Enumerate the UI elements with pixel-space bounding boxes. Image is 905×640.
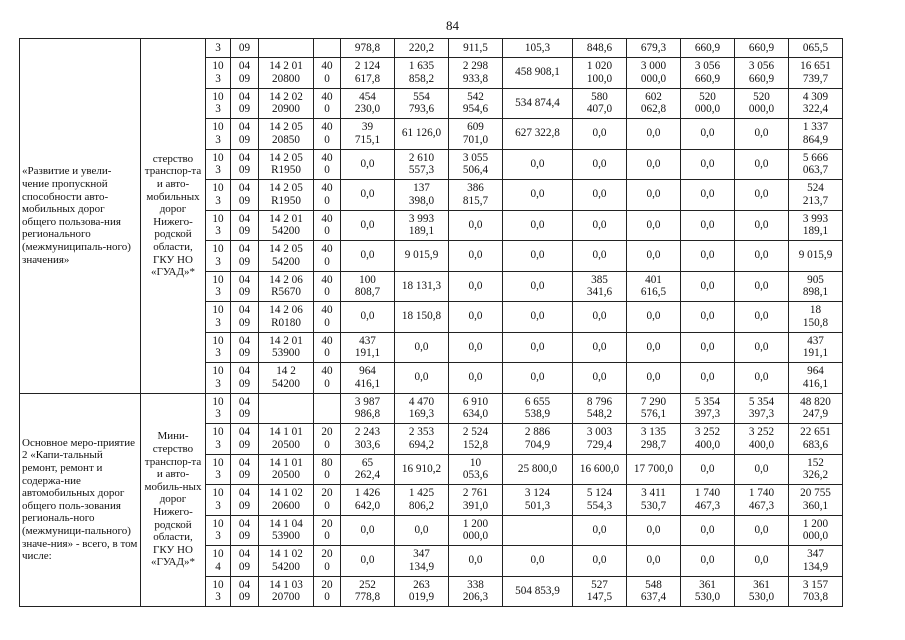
table-cell: 0,0 xyxy=(341,241,395,272)
table-cell xyxy=(259,393,314,424)
table-cell: 14 1 02 54200 xyxy=(259,546,314,577)
table-cell: 39 715,1 xyxy=(341,119,395,150)
table-cell: 0,0 xyxy=(449,271,503,302)
table-cell: 0,0 xyxy=(735,546,789,577)
table-cell: 978,8 xyxy=(341,39,395,58)
table-cell: 527 147,5 xyxy=(573,576,627,607)
table-cell: 0,0 xyxy=(681,302,735,333)
table-cell: 0,0 xyxy=(681,454,735,485)
table-cell: 14 2 05 R1950 xyxy=(259,180,314,211)
table-cell: 0,0 xyxy=(503,180,573,211)
table-cell: 0,0 xyxy=(503,271,573,302)
table-cell: 0,0 xyxy=(735,271,789,302)
table-cell: 65 262,4 xyxy=(341,454,395,485)
table-cell: 6 910 634,0 xyxy=(449,393,503,424)
table-cell: 0,0 xyxy=(681,546,735,577)
table-cell: 520 000,0 xyxy=(735,88,789,119)
table-cell: 0,0 xyxy=(395,515,449,546)
table-cell: 0,0 xyxy=(735,241,789,272)
table-cell: 04 09 xyxy=(231,332,259,363)
table-cell: 0,0 xyxy=(449,332,503,363)
table-cell: 3 993 189,1 xyxy=(395,210,449,241)
table-cell: 3 056 660,9 xyxy=(735,58,789,89)
table-cell: 7 290 576,1 xyxy=(627,393,681,424)
table-cell: 1 740 467,3 xyxy=(681,485,735,516)
table-cell: 542 954,6 xyxy=(449,88,503,119)
table-cell: 04 09 xyxy=(231,546,259,577)
table-cell: 0,0 xyxy=(735,149,789,180)
table-cell: 2 298 933,8 xyxy=(449,58,503,89)
table-cell: 16 600,0 xyxy=(573,454,627,485)
table-cell: 3 xyxy=(206,39,231,58)
table-cell: 10 3 xyxy=(206,88,231,119)
table-cell: 520 000,0 xyxy=(681,88,735,119)
table-cell: 10 3 xyxy=(206,210,231,241)
table-cell: 0,0 xyxy=(681,332,735,363)
table-cell: 385 341,6 xyxy=(573,271,627,302)
table-cell: 0,0 xyxy=(681,363,735,394)
table-cell: 04 09 xyxy=(231,210,259,241)
table-cell: 3 987 986,8 xyxy=(341,393,395,424)
table-cell: 4 309 322,4 xyxy=(789,88,843,119)
table-cell: 04 09 xyxy=(231,576,259,607)
table-cell: 0,0 xyxy=(735,363,789,394)
table-cell: 0,0 xyxy=(503,210,573,241)
table-cell: 10 3 xyxy=(206,180,231,211)
table-cell: 40 0 xyxy=(314,210,341,241)
table-cell: 3 252 400,0 xyxy=(735,424,789,455)
table-cell: 0,0 xyxy=(573,149,627,180)
table-cell: 5 124 554,3 xyxy=(573,485,627,516)
table-cell: 0,0 xyxy=(503,363,573,394)
table-cell: 14 2 05 20850 xyxy=(259,119,314,150)
table-cell: 40 0 xyxy=(314,241,341,272)
table-cell: 0,0 xyxy=(681,515,735,546)
table-cell: 252 778,8 xyxy=(341,576,395,607)
table-cell: 04 09 xyxy=(231,454,259,485)
table-cell: 0,0 xyxy=(449,302,503,333)
table-cell: 504 853,9 xyxy=(503,576,573,607)
table-cell: 04 09 xyxy=(231,119,259,150)
table-cell: 1 635 858,2 xyxy=(395,58,449,89)
table-cell: 0,0 xyxy=(573,515,627,546)
table-cell: 0,0 xyxy=(341,180,395,211)
table-cell: 10 3 xyxy=(206,332,231,363)
table-cell: 14 2 05 54200 xyxy=(259,241,314,272)
table-cell: 04 09 xyxy=(231,149,259,180)
table-cell: 8 796 548,2 xyxy=(573,393,627,424)
table-cell: 10 3 xyxy=(206,454,231,485)
table-cell: 0,0 xyxy=(395,363,449,394)
table-cell: 04 09 xyxy=(231,393,259,424)
table-cell: 347 134,9 xyxy=(789,546,843,577)
table-cell: 3 993 189,1 xyxy=(789,210,843,241)
table-cell: 627 322,8 xyxy=(503,119,573,150)
table-cell: 0,0 xyxy=(735,515,789,546)
table-cell: 548 637,4 xyxy=(627,576,681,607)
table-cell: 04 09 xyxy=(231,88,259,119)
table-cell: 0,0 xyxy=(503,332,573,363)
table-cell: 14 2 02 20900 xyxy=(259,88,314,119)
table-cell: 0,0 xyxy=(449,363,503,394)
table-cell: 0,0 xyxy=(681,241,735,272)
table-cell: 20 0 xyxy=(314,546,341,577)
table-cell: 0,0 xyxy=(735,119,789,150)
table-cell: 0,0 xyxy=(503,546,573,577)
table-cell: 1 337 864,9 xyxy=(789,119,843,150)
row-description: Основное меро-приятие 2 «Капи-тальный ремонт, ремонт и содержа-ние автомобильных дорог общего поль-зования региональ-ного (межмуници-пального) значе-ния» - всего, в том числе: xyxy=(20,393,141,607)
table-cell: 0,0 xyxy=(681,119,735,150)
table-cell: 10 3 xyxy=(206,241,231,272)
table-cell: 20 0 xyxy=(314,485,341,516)
table-cell: 0,0 xyxy=(735,454,789,485)
table-cell: 48 820 247,9 xyxy=(789,393,843,424)
table-cell: 3 252 400,0 xyxy=(681,424,735,455)
table-cell: 20 0 xyxy=(314,515,341,546)
table-cell: 0,0 xyxy=(735,302,789,333)
table-cell: 152 326,2 xyxy=(789,454,843,485)
table-cell: 0,0 xyxy=(573,363,627,394)
table-cell: 18 150,8 xyxy=(789,302,843,333)
table-cell: 10 3 xyxy=(206,485,231,516)
table-cell: 14 2 06 R5670 xyxy=(259,271,314,302)
table-cell: 80 0 xyxy=(314,454,341,485)
table-cell: 18 150,8 xyxy=(395,302,449,333)
table-cell: 20 755 360,1 xyxy=(789,485,843,516)
table-cell: 14 1 04 53900 xyxy=(259,515,314,546)
table-cell: 2 353 694,2 xyxy=(395,424,449,455)
table-cell: 5 666 063,7 xyxy=(789,149,843,180)
table-cell: 1 200 000,0 xyxy=(789,515,843,546)
table-cell: 10 3 xyxy=(206,58,231,89)
table-cell: 437 191,1 xyxy=(341,332,395,363)
table-cell xyxy=(314,39,341,58)
table-cell: 065,5 xyxy=(789,39,843,58)
table-cell: 0,0 xyxy=(341,302,395,333)
table-cell: 14 2 05 R1950 xyxy=(259,149,314,180)
table-cell: 10 3 xyxy=(206,119,231,150)
table-cell: 40 0 xyxy=(314,149,341,180)
table-cell: 14 2 06 R0180 xyxy=(259,302,314,333)
table-cell: 0,0 xyxy=(449,241,503,272)
table-cell: 0,0 xyxy=(627,363,681,394)
table-cell: 679,3 xyxy=(627,39,681,58)
table-cell: 10 3 xyxy=(206,271,231,302)
table-cell: 2 761 391,0 xyxy=(449,485,503,516)
table-cell: 0,0 xyxy=(573,546,627,577)
table-cell: 0,0 xyxy=(449,546,503,577)
table-cell: 0,0 xyxy=(735,180,789,211)
table-cell: 554 793,6 xyxy=(395,88,449,119)
table-cell: 04 09 xyxy=(231,180,259,211)
table-cell: 14 1 01 20500 xyxy=(259,424,314,455)
table-cell: 40 0 xyxy=(314,302,341,333)
table-cell: 0,0 xyxy=(573,302,627,333)
table-cell: 14 2 01 53900 xyxy=(259,332,314,363)
table-cell: 14 2 01 20800 xyxy=(259,58,314,89)
table-cell: 04 09 xyxy=(231,58,259,89)
table-cell: 437 191,1 xyxy=(789,332,843,363)
table-cell: 964 416,1 xyxy=(789,363,843,394)
table-cell: 40 0 xyxy=(314,180,341,211)
table-cell: 0,0 xyxy=(735,210,789,241)
table-cell: 3 055 506,4 xyxy=(449,149,503,180)
table-cell: 0,0 xyxy=(627,210,681,241)
table-cell: 263 019,9 xyxy=(395,576,449,607)
table-cell: 10 4 xyxy=(206,546,231,577)
table-cell: 911,5 xyxy=(449,39,503,58)
table-cell: 2 524 152,8 xyxy=(449,424,503,455)
table-cell: 14 2 54200 xyxy=(259,363,314,394)
table-cell: 100 808,7 xyxy=(341,271,395,302)
table-cell: 10 3 xyxy=(206,393,231,424)
table-cell: 386 815,7 xyxy=(449,180,503,211)
table-cell: 10 3 xyxy=(206,302,231,333)
table-cell: 40 0 xyxy=(314,363,341,394)
table-cell: 0,0 xyxy=(627,119,681,150)
table-cell: 3 000 000,0 xyxy=(627,58,681,89)
table-cell: 0,0 xyxy=(627,241,681,272)
table-cell: 0,0 xyxy=(449,210,503,241)
table-cell: 660,9 xyxy=(735,39,789,58)
table-cell: 3 056 660,9 xyxy=(681,58,735,89)
table-cell: 09 xyxy=(231,39,259,58)
table-cell: 338 206,3 xyxy=(449,576,503,607)
table-cell: 3 135 298,7 xyxy=(627,424,681,455)
table-cell: 61 126,0 xyxy=(395,119,449,150)
table-cell: 3 157 703,8 xyxy=(789,576,843,607)
table-cell: 361 530,0 xyxy=(681,576,735,607)
table-cell: 1 200 000,0 xyxy=(449,515,503,546)
table-cell: 3 124 501,3 xyxy=(503,485,573,516)
table-cell: 458 908,1 xyxy=(503,58,573,89)
table-cell: 04 09 xyxy=(231,424,259,455)
table-cell: 10 053,6 xyxy=(449,454,503,485)
table-cell: 347 134,9 xyxy=(395,546,449,577)
table-cell: 0,0 xyxy=(627,149,681,180)
table-cell xyxy=(314,393,341,424)
table-cell: 40 0 xyxy=(314,271,341,302)
responsible-organization: стерство транспор-та и авто-мобильных дорог Нижего-родской области, ГКУ НО «ГУАД»* xyxy=(141,39,206,394)
table-cell: 220,2 xyxy=(395,39,449,58)
table-cell: 1 425 806,2 xyxy=(395,485,449,516)
table-cell xyxy=(503,515,573,546)
table-cell: 0,0 xyxy=(341,515,395,546)
table-cell: 04 09 xyxy=(231,271,259,302)
table-cell: 0,0 xyxy=(681,271,735,302)
table-cell: 04 09 xyxy=(231,515,259,546)
table-cell: 0,0 xyxy=(341,546,395,577)
table-cell: 0,0 xyxy=(341,210,395,241)
table-cell: 10 3 xyxy=(206,576,231,607)
table-cell: 0,0 xyxy=(573,180,627,211)
row-description: «Развитие и увели-чение пропускной способности авто-мобильных дорог общего пользова-ния регионального (межмуниципаль-ного) значения» xyxy=(20,39,141,394)
table-cell: 848,6 xyxy=(573,39,627,58)
table-cell: 5 354 397,3 xyxy=(681,393,735,424)
table-cell: 20 0 xyxy=(314,424,341,455)
table-cell: 964 416,1 xyxy=(341,363,395,394)
table-cell: 0,0 xyxy=(735,332,789,363)
table-cell: 2 243 303,6 xyxy=(341,424,395,455)
table-cell: 0,0 xyxy=(573,241,627,272)
table-cell: 1 020 100,0 xyxy=(573,58,627,89)
table-cell: 401 616,5 xyxy=(627,271,681,302)
table-cell: 0,0 xyxy=(627,515,681,546)
table-cell: 20 0 xyxy=(314,576,341,607)
table-cell: 14 1 01 20500 xyxy=(259,454,314,485)
table-cell: 9 015,9 xyxy=(789,241,843,272)
table-cell: 0,0 xyxy=(503,149,573,180)
table-cell: 14 1 03 20700 xyxy=(259,576,314,607)
table-cell: 40 0 xyxy=(314,88,341,119)
table-cell: 9 015,9 xyxy=(395,241,449,272)
table-cell: 580 407,0 xyxy=(573,88,627,119)
table-cell: 0,0 xyxy=(341,149,395,180)
table-cell: 609 701,0 xyxy=(449,119,503,150)
table-cell: 454 230,0 xyxy=(341,88,395,119)
table-cell: 0,0 xyxy=(681,180,735,211)
table-cell: 10 3 xyxy=(206,515,231,546)
table-cell: 10 3 xyxy=(206,149,231,180)
table-cell: 105,3 xyxy=(503,39,573,58)
table-cell: 137 398,0 xyxy=(395,180,449,211)
table-cell: 602 062,8 xyxy=(627,88,681,119)
table-cell: 10 3 xyxy=(206,424,231,455)
table-cell: 3 003 729,4 xyxy=(573,424,627,455)
table-row xyxy=(20,393,843,424)
table-cell: 25 800,0 xyxy=(503,454,573,485)
table-cell: 0,0 xyxy=(681,210,735,241)
page-number: 84 xyxy=(446,18,459,33)
table-cell: 1 426 642,0 xyxy=(341,485,395,516)
table-cell: 04 09 xyxy=(231,241,259,272)
table-cell: 2 124 617,8 xyxy=(341,58,395,89)
table-cell: 1 740 467,3 xyxy=(735,485,789,516)
table-cell xyxy=(259,39,314,58)
table-cell: 40 0 xyxy=(314,119,341,150)
table-cell: 0,0 xyxy=(681,149,735,180)
table-cell: 14 1 02 20600 xyxy=(259,485,314,516)
table-cell: 2 886 704,9 xyxy=(503,424,573,455)
table-cell: 16 910,2 xyxy=(395,454,449,485)
table-cell: 361 530,0 xyxy=(735,576,789,607)
table-cell: 22 651 683,6 xyxy=(789,424,843,455)
table-cell: 0,0 xyxy=(395,332,449,363)
table-cell: 10 3 xyxy=(206,363,231,394)
table-cell: 17 700,0 xyxy=(627,454,681,485)
table-cell: 0,0 xyxy=(627,546,681,577)
table-cell: 4 470 169,3 xyxy=(395,393,449,424)
table-cell: 04 09 xyxy=(231,363,259,394)
table-cell: 0,0 xyxy=(627,180,681,211)
table-cell: 04 09 xyxy=(231,302,259,333)
table-cell: 0,0 xyxy=(573,210,627,241)
table-cell: 18 131,3 xyxy=(395,271,449,302)
table-cell: 0,0 xyxy=(627,302,681,333)
table-row xyxy=(20,39,843,58)
table-cell: 40 0 xyxy=(314,58,341,89)
table-cell: 0,0 xyxy=(573,332,627,363)
budget-table xyxy=(19,38,843,607)
table-cell: 524 213,7 xyxy=(789,180,843,211)
table-cell: 905 898,1 xyxy=(789,271,843,302)
table-cell: 40 0 xyxy=(314,332,341,363)
table-cell: 660,9 xyxy=(681,39,735,58)
table-cell: 0,0 xyxy=(573,119,627,150)
table-cell: 0,0 xyxy=(503,241,573,272)
table-cell: 04 09 xyxy=(231,485,259,516)
table-cell: 534 874,4 xyxy=(503,88,573,119)
table-cell: 2 610 557,3 xyxy=(395,149,449,180)
responsible-organization: Мини-стерство транспор-та и авто-мобиль-ных дорог Нижего-родской области, ГКУ НО «ГУАД»* xyxy=(141,393,206,607)
table-cell: 0,0 xyxy=(503,302,573,333)
table-cell: 16 651 739,7 xyxy=(789,58,843,89)
table-cell: 3 411 530,7 xyxy=(627,485,681,516)
table-cell: 14 2 01 54200 xyxy=(259,210,314,241)
table-cell: 0,0 xyxy=(627,332,681,363)
table-cell: 6 655 538,9 xyxy=(503,393,573,424)
table-cell: 5 354 397,3 xyxy=(735,393,789,424)
